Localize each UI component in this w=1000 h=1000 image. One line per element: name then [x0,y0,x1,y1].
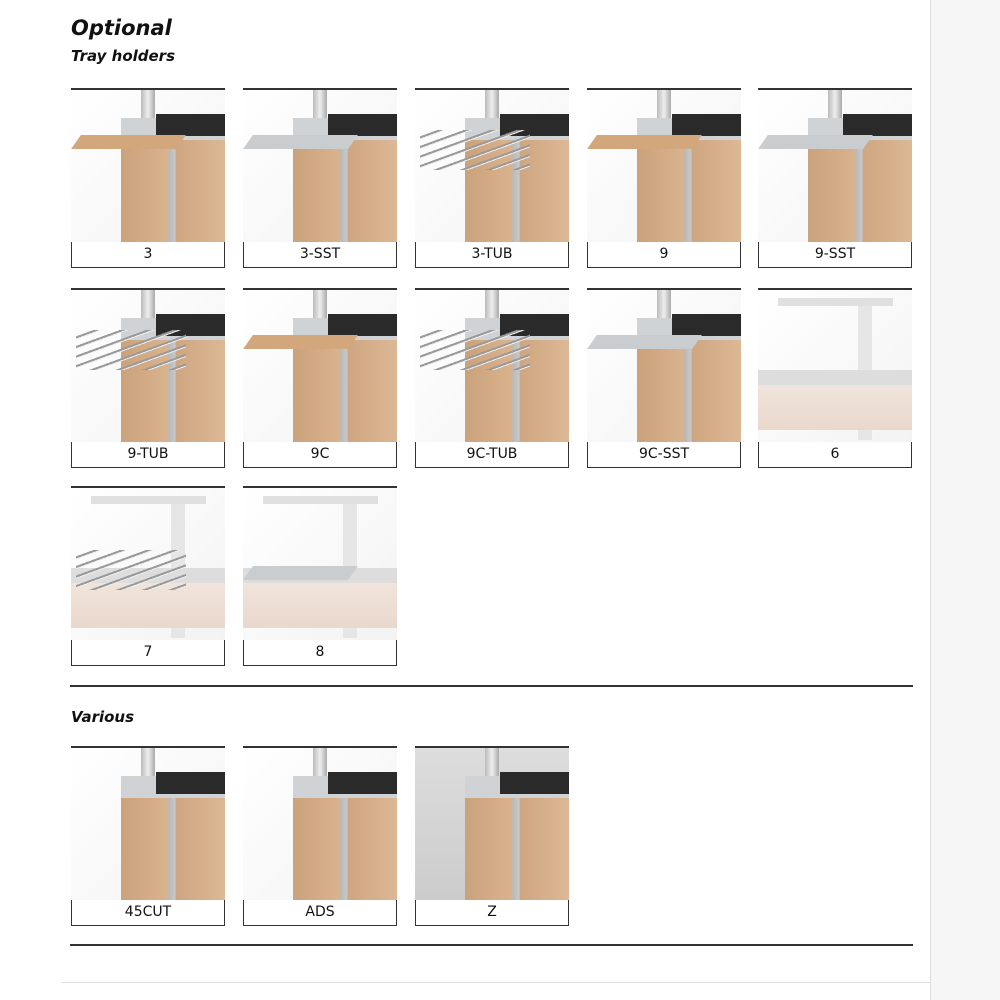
product-image [758,288,912,442]
tray-shelf-wood [71,135,186,149]
product-image-well [91,496,206,504]
product-image-well [843,114,912,136]
product-code-label: 9C [243,442,397,468]
product-option-card [587,288,741,468]
product-image-body [465,798,569,900]
product-image-well [672,114,741,136]
product-image [415,288,569,442]
product-image [415,88,569,242]
product-code-label: 3 [71,242,225,268]
product-image-well [778,298,893,306]
product-image-body [293,798,397,900]
product-image-well [156,772,225,794]
product-image-well [328,314,397,336]
product-code-label: 7 [71,640,225,666]
product-option-card [243,746,397,926]
tray-shelf-wood [243,335,358,349]
section-divider [70,685,913,687]
tray-tubes [420,330,530,370]
tray-tubes [76,550,186,590]
product-image [758,88,912,242]
product-image [243,288,397,442]
product-code-label: 9C-TUB [415,442,569,468]
product-image [587,88,741,242]
section-heading-various: Various [71,708,135,726]
product-option-card [71,486,225,666]
product-code-label: 8 [243,640,397,666]
product-image [71,288,225,442]
product-code-label: Z [415,900,569,926]
product-image [587,288,741,442]
product-code-label: 9 [587,242,741,268]
product-image [243,486,397,640]
product-image-body [808,140,912,242]
product-image-body [293,340,397,442]
page-scroll-gutter [930,0,1000,1000]
product-image-top [758,370,912,385]
tray-tubes [420,130,530,170]
product-image-body [121,140,225,242]
product-image-well [156,114,225,136]
product-image-body [637,340,741,442]
tray-shelf-steel [587,335,702,349]
tray-tubes [76,330,186,370]
product-image-well [263,496,378,504]
section-divider [70,944,913,946]
product-image [243,88,397,242]
product-image [71,486,225,640]
product-option-card [587,88,741,268]
product-code-label: ADS [243,900,397,926]
product-image-body [243,583,397,628]
page-title: Optional [71,16,172,40]
product-code-label: 9-SST [758,242,912,268]
product-code-label: 6 [758,442,912,468]
product-option-card [71,288,225,468]
product-image [243,746,397,900]
product-image-well [328,114,397,136]
product-option-card [415,88,569,268]
product-image-body [758,385,912,430]
product-code-label: 9-TUB [71,442,225,468]
product-option-card [758,288,912,468]
section-heading-tray-holders: Tray holders [71,47,176,65]
product-image-well [672,314,741,336]
page-bottom-divider [62,982,930,983]
product-option-card [243,288,397,468]
product-option-card [71,746,225,926]
product-code-label: 9C-SST [587,442,741,468]
product-option-card [415,746,569,926]
product-image [71,88,225,242]
product-option-card [758,88,912,268]
product-code-label: 45CUT [71,900,225,926]
product-image-well [500,772,569,794]
product-code-label: 3-SST [243,242,397,268]
product-image [415,746,569,900]
product-image-well [328,772,397,794]
product-image-body [637,140,741,242]
tray-shelf-wood [587,135,702,149]
tray-shelf-steel [243,135,358,149]
product-code-label: 3-TUB [415,242,569,268]
product-image-body [293,140,397,242]
product-option-card [415,288,569,468]
product-image-body [121,798,225,900]
tray-shelf-steel [758,135,873,149]
tray-shelf-steel [243,566,358,580]
product-option-card [71,88,225,268]
product-image [71,746,225,900]
product-option-card [243,88,397,268]
product-option-card [243,486,397,666]
